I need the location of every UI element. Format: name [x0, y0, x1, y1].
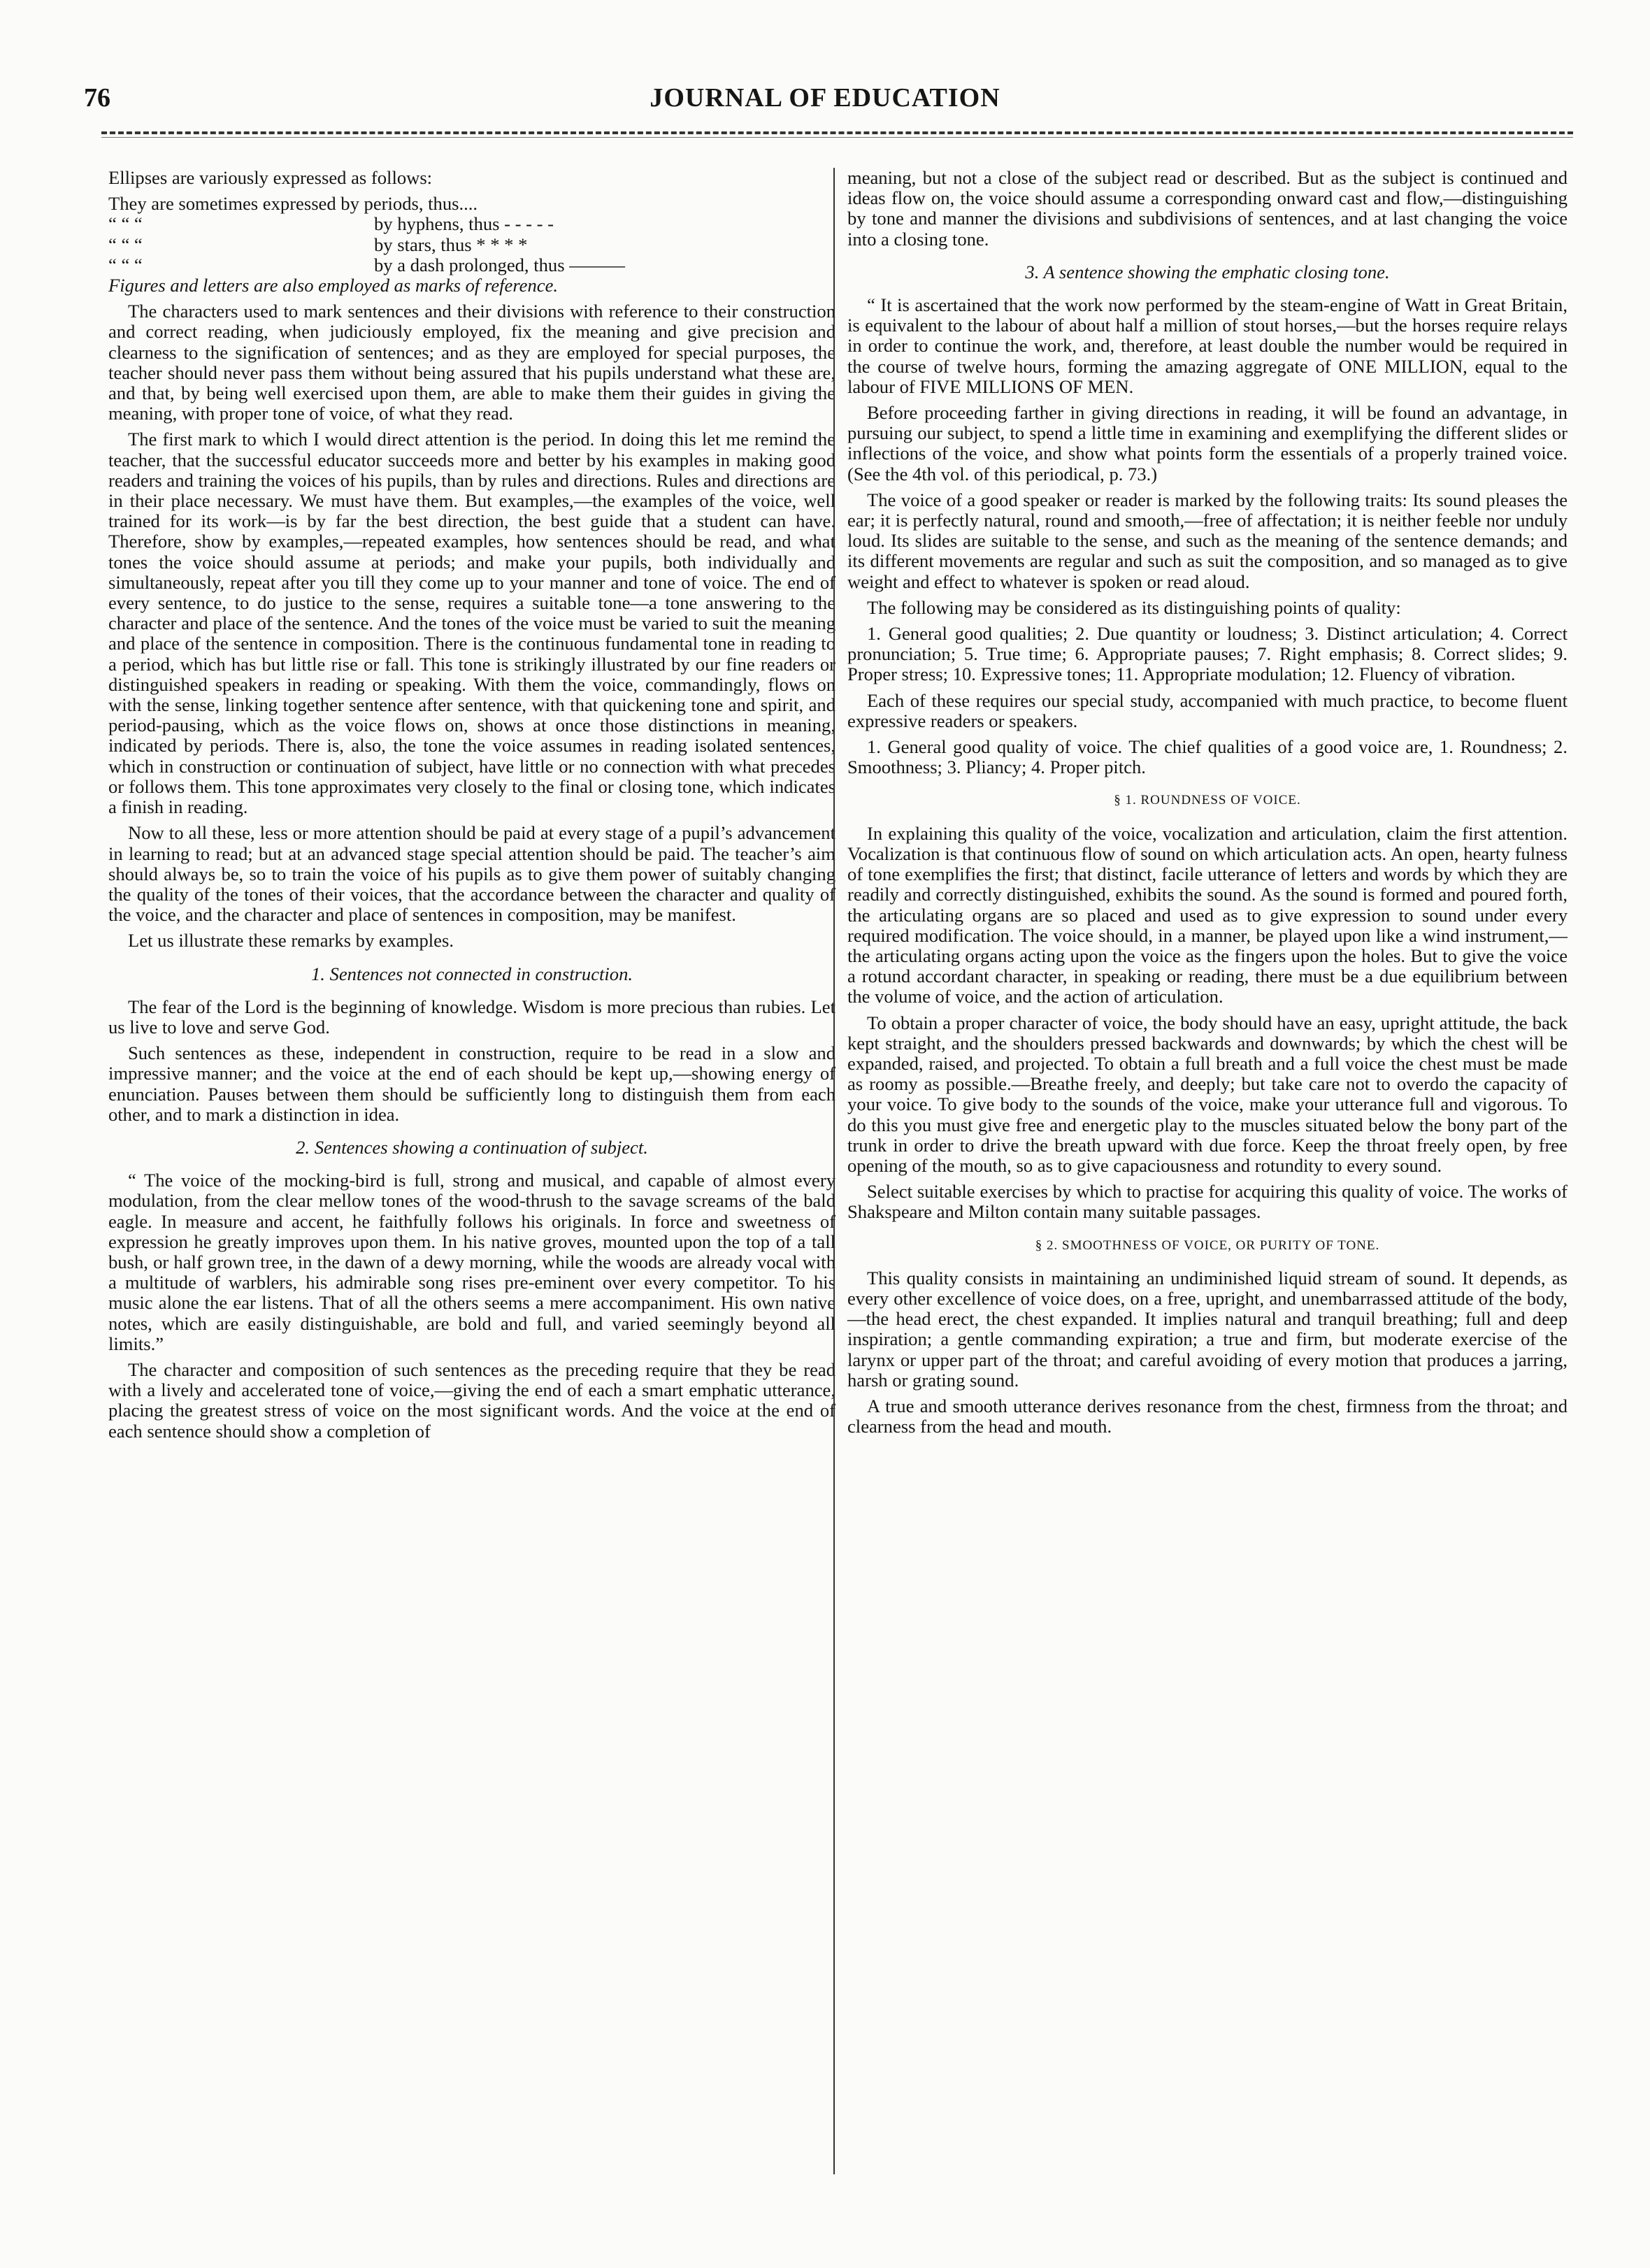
- paragraph: Select suitable exercises by which to practise for acquiring this quality of voice. The works of Shakspeare and Milton contain many suitable passages.: [847, 1181, 1568, 1223]
- page-number: 76: [84, 83, 110, 113]
- left-column: [108, 168, 835, 1447]
- paragraph: The first mark to which I would direct attention is the period. In doing this let me remind the teacher, that the successful educator succeeds more and better by his examples in making good readers and training the voices of his pupils, than by rules and directions. Rules and directions are in their place necessary. We must have them. But examples,—the examples of the voice, well trained for its work—is by far the best direction, the best guide that a student can have. Therefore, show by examples,—repeated examples, how sentences should be read, and what tones the voice should assume at periods; and make your pupils, both individually and simultaneously, repeat after you till they come up to your manner and tone of voice. The end of every sentence, to do justice to the sense, requires a suitable tone—a tone answering to the character and place of the sentence. And the tones of the voice must be varied to suit the meaning and place of the sentence in composition. There is the continuous fundamental tone in reading to a period, which has but little rise or fall. This tone is strikingly illustrated by our fine readers or distinguished speakers in reading or speaking. With them the voice, commandingly, flows on with the sense, linking together sentence after sentence, with that quickening tone and spirit, and period-pausing, which as the voice flows on, shows at once those distinctions in meaning, indicated by periods. There is, also, the tone the voice assumes in reading isolated sentences, which in construction or continuation of subject, have little or no connection with what precedes or follows them. This tone approximates very closely to the final or closing tone, which indicates a finish in reading.: [108, 429, 835, 818]
- section-heading: 3. A sentence showing the emphatic closing tone.: [1025, 261, 1390, 282]
- section-heading: 2. Sentences showing a continuation of subject.: [296, 1136, 648, 1158]
- ellipsis-line: [108, 235, 835, 255]
- paragraph: The characters used to mark sentences and their divisions with reference to their construction and correct reading, when judiciously employed, fix the meaning and give precision and clearness to the signification of sentences; and as they are employed for special purposes, the teacher should never pass them without being assured that his pupils understand what these are, and that, by being well exercised upon them, are able to make them their guides in giving the meaning, with proper tone of voice, of what they read.: [108, 301, 835, 424]
- ditto-marks: “ “ “: [108, 254, 143, 275]
- ellipsis-line: [108, 194, 835, 214]
- journal-title: JOURNAL OF EDUCATION: [650, 83, 1000, 113]
- paragraph: The following may be considered as its distinguishing points of quality:: [867, 596, 1401, 618]
- quotation-paragraph: “ The voice of the mocking-bird is full, strong and musical, and capable of almost every modulation, from the clear mellow tones of the wood-thrush to the savage screams of the bald eagle. In measure and accent, he faithfully follows his originals. In force and sweetness of expression he greatly improves upon them. In his native groves, mounted upon the top of a tall bush, or half grown tree, in the dawn of a dewy morning, while the woods are already vocal with a multitude of warblers, his admirable song rises pre-eminent over every competitor. To his music alone the ear listens. That of all the others seems a mere accompaniment. His own native notes, which are easily distinguishable, are bold and full, and varied seemingly beyond all limits.”: [108, 1170, 835, 1354]
- paragraph: The voice of a good speaker or reader is marked by the following traits: Its sound pleases the ear; it is perfectly natural, round and smooth,—free of affectation; it is neither feeble nor unduly loud. Its slides are suitable to the sense, and such as the meaning of the sentence demands; and its different movements are regular and such as suit the composition, and so managed as to give weight and effect to whatever is spoken or read aloud.: [847, 489, 1568, 592]
- paragraph: Let us illustrate these remarks by examples.: [128, 930, 454, 952]
- paragraph: Such sentences as these, independent in construction, require to be read in a slow and impressive manner; and the voice at the end of each should be kept up,—showing energy of enunciation. Pauses between them should be sufficiently long to distinguish them from each other, and to mark a distinction in idea.: [108, 1042, 835, 1125]
- ellipsis-text: by stars, thus * * * *: [374, 234, 528, 255]
- paragraph: The character and composition of such sentences as the preceding require that they be read with a lively and accelerated tone of voice,—giving the end of each a smart emphatic utterance, placing the greatest stress of voice on the most significant words. And the voice at the end of each sentence should show a completion of: [108, 1358, 835, 1442]
- figures-note: Figures and letters are also employed as marks of reference.: [108, 275, 559, 296]
- example-paragraph: The fear of the Lord is the beginning of knowledge. Wisdom is more precious than rubies. Let us live to love and serve God.: [108, 996, 835, 1038]
- ellipses-intro: Ellipses are variously expressed as follows:: [108, 167, 433, 188]
- column-divider: [833, 168, 835, 2174]
- paragraph: This quality consists in maintaining an undiminished liquid stream of sound. It depends, as every other excellence of voice does, on a free, upright, and unembarrassed attitude of the body,—the head erect, the chest expanded. It implies natural and tranquil breathing; full and deep inspiration; a gentle commanding expiration; a true and firm, but moderate exercise of the larynx or upper part of the throat; and careful avoiding of every motion that produces a jarring, harsh or grating sound.: [847, 1267, 1568, 1391]
- qualities-list: 1. General good qualities; 2. Due quantity or loudness; 3. Distinct articulation; 4. Correct pronunciation; 5. True time; 6. Appropriate pauses; 7. Right emphasis; 8. Correct slides; 9. Proper stress; 10. Expressive tones; 11. Appropriate modulation; 12. Fluency of vibration.: [847, 623, 1568, 685]
- right-column: [847, 168, 1568, 1442]
- header-rule: [101, 131, 1573, 134]
- ellipsis-line: [108, 214, 835, 234]
- paragraph: To obtain a proper character of voice, the body should have an easy, upright attitude, the back kept straight, and the shoulders pressed backwards and downwards; by which the chest will be expanded, raised, and projected. To obtain a full breath and a full voice the chest must be made as roomy as possible.—Breathe freely, and deeply; but take care not to overdo the capacity of your voice. To give body to the sounds of the voice, make your utterance full and vigorous. To do this you must give free and energetic play to the muscles situated below the bony part of the trunk in order to drive the breath upward with due force. Keep the throat freely open, by free opening of the mouth, so as to give capaciousness and rotundity to every sound.: [847, 1012, 1568, 1176]
- ellipsis-text: They are sometimes expressed by periods, thus....: [108, 193, 478, 215]
- ellipsis-text: by hyphens, thus - - - - -: [374, 213, 554, 235]
- paragraph: In explaining this quality of the voice, vocalization and articulation, claim the first attention. Vocalization is that continuous flow of sound on which articulation acts. An open, hearty fulness of tone exemplifies the first; that distinct, facile utterance of letters and words by which they are readily and correctly distinguished, exhibits the sound. As the sound is formed and poured forth, the articulating organs are so placed and used as to give expression to sound under every required modification. The voice should, in a manner, be played upon like a wind instrument,—the articulating organs acting upon the voice as the fingers upon the holes. But to give the voice a rotund accordant character, in speaking or reading, there must be a due equilibrium between the volume of voice, and the action of articulation.: [847, 822, 1568, 1007]
- section-heading: 1. Sentences not connected in construction.: [310, 963, 633, 984]
- subsection-heading: § 2. SMOOTHNESS OF VOICE, OR PURITY OF TONE.: [1035, 1237, 1380, 1253]
- paragraph: meaning, but not a close of the subject read or described. But as the subject is continued and ideas flow on, the voice should assume a corresponding onward cast and flow,—distinguishing by tone and manner the divisions and subdivisions of sentences, and at last changing the voice into a closing tone.: [847, 167, 1568, 250]
- ellipsis-line: [108, 255, 835, 275]
- header-rule-thin: [101, 137, 1573, 138]
- subsection-heading: § 1. ROUNDNESS OF VOICE.: [1114, 793, 1301, 808]
- ellipsis-text: by a dash prolonged, thus ———: [374, 254, 625, 275]
- paragraph: 1. General good quality of voice. The chief qualities of a good voice are, 1. Roundness; 2. Smoothness; 3. Pliancy; 4. Proper pitch.: [847, 736, 1568, 778]
- ditto-marks: “ “ “: [108, 213, 143, 235]
- paragraph: Before proceeding farther in giving directions in reading, it will be found an advantage, in pursuing our subject, to spend a little time in examining and exemplifying the different slides or inflections of the voice, and show what points form the essentials of a properly trained voice. (See the 4th vol. of this periodical, p. 73.): [847, 402, 1568, 485]
- page-header: [84, 82, 1566, 124]
- paragraph: Each of these requires our special study, accompanied with much practice, to become fluent expressive readers or speakers.: [847, 689, 1568, 731]
- paragraph: Now to all these, less or more attention should be paid at every stage of a pupil’s advancement in learning to read; but at an advanced stage special attention should be paid. The teacher’s aim should always be, so to train the voice of his pupils as to give them power of suitably changing the quality of the tones of their voices, that the accordance between the character and quality of the voice, and the character and place of sentences in composition, may be manifest.: [108, 822, 835, 926]
- paragraph: A true and smooth utterance derives resonance from the chest, firmness from the throat; and clearness from the head and mouth.: [847, 1395, 1568, 1437]
- ditto-marks: “ “ “: [108, 234, 143, 255]
- quotation-paragraph: “ It is ascertained that the work now performed by the steam-engine of Watt in Great Britain, is equivalent to the labour of about half a million of stout horses,—but the horses require relays in order to continue the work, and, therefore, at least double the number would be required in the course of twelve hours, forming the amazing aggregate of ONE MILLION, equal to the labour of FIVE MILLIONS OF MEN.: [847, 294, 1568, 397]
